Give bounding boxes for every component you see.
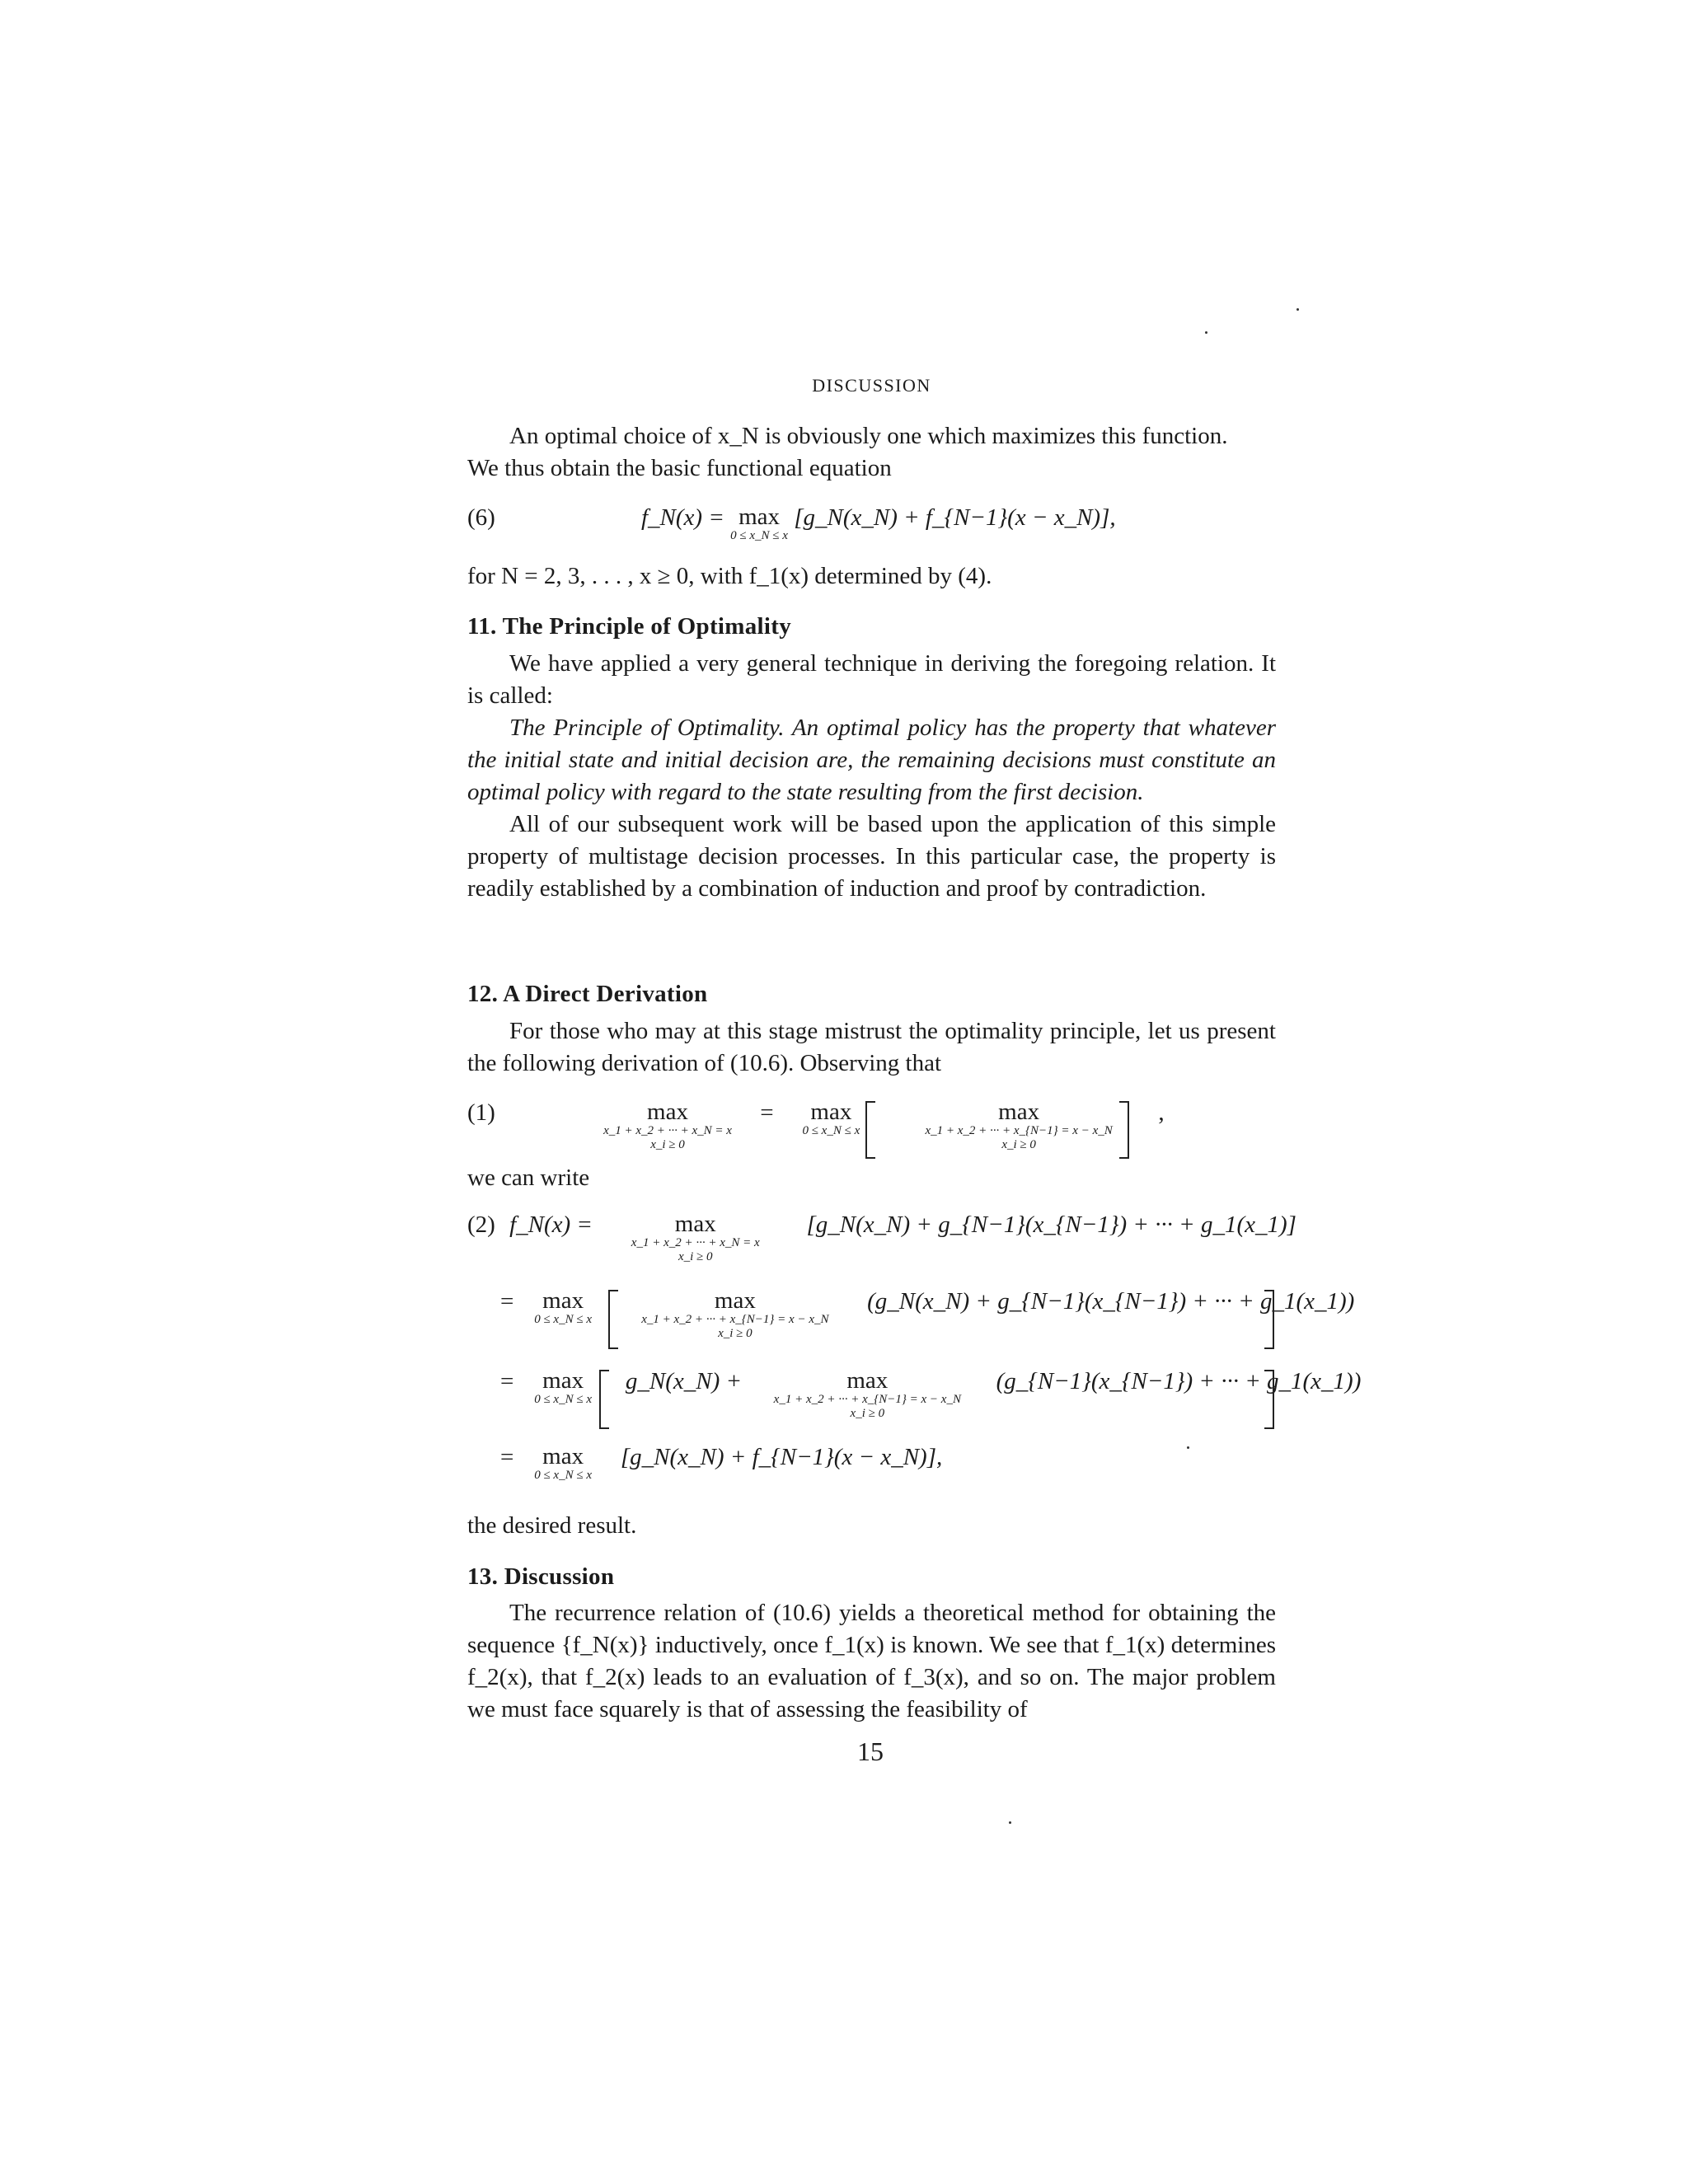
max-subscript: x_1 + x_2 + ··· + x_{N−1} = x − x_N bbox=[925, 1124, 1113, 1137]
max-operator: max bbox=[846, 1367, 889, 1394]
max-operator: max bbox=[647, 1099, 688, 1125]
section-13-para-1: The recurrence relation of (10.6) yields a theoretical method for obtaining the sequence {f_N(x)} inductively, once f_1(x) is known. We see that f_1(x) determines f_2(x), that f_2(x) leads to an evaluation of f_3(x), and so on. The major problem we must face squarely is that of assessing the feasibility of bbox=[467, 1600, 1276, 1722]
section-12-body bbox=[467, 1015, 1276, 1080]
equals-sign: = bbox=[500, 1368, 514, 1394]
we-can-write-text: we can write bbox=[467, 1165, 590, 1191]
equation-2-sum-b: (g_N(x_N) + g_{N−1}(x_{N−1}) + ··· + g_1(x_1)) bbox=[867, 1288, 1355, 1315]
max-subscript-2: x_i ≥ 0 bbox=[850, 1407, 885, 1420]
max-subscript: x_1 + x_2 + ··· + x_N = x bbox=[631, 1236, 760, 1249]
max-subscript: x_1 + x_2 + ··· + x_{N−1} = x − x_N bbox=[773, 1393, 961, 1406]
max-operator: max bbox=[810, 1099, 852, 1125]
max-subscript: x_1 + x_2 + ··· + x_N = x bbox=[603, 1124, 732, 1137]
max-subscript: 0 ≤ x_N ≤ x bbox=[730, 529, 788, 542]
equals-sign: = bbox=[760, 1099, 774, 1126]
equation-2-max-e bbox=[756, 1368, 978, 1421]
equation-1-max-mid bbox=[788, 1099, 874, 1138]
max-operator: max bbox=[542, 1443, 584, 1469]
scan-speck bbox=[1009, 1821, 1011, 1824]
equation-1-max-left bbox=[589, 1099, 746, 1152]
section-11-para-1: We have applied a very general technique in deriving the foregoing relation. It is called: bbox=[467, 650, 1276, 709]
equation-2-line-2 bbox=[500, 1288, 1354, 1341]
equation-2-sum-c: (g_{N−1}(x_{N−1}) + ··· + g_1(x_1)) bbox=[996, 1368, 1362, 1394]
equation-1-number: (1) bbox=[467, 1099, 495, 1126]
equation-6-rhs: [g_N(x_N) + f_{N−1}(x − x_N)], bbox=[794, 504, 1116, 531]
equation-6-condition: for N = 2, 3, . . . , x ≥ 0, with f_1(x) determined by (4). bbox=[467, 563, 992, 589]
equation-2-max-c bbox=[624, 1288, 846, 1341]
max-subscript: 0 ≤ x_N ≤ x bbox=[534, 1313, 592, 1326]
equation-2-line-3-term: g_N(x_N) + bbox=[625, 1368, 743, 1394]
equation-6-max bbox=[730, 504, 788, 543]
equation-6-number: (6) bbox=[467, 504, 495, 531]
equation-2-max-a bbox=[607, 1212, 784, 1264]
equation-6-lhs: f_N(x) = bbox=[641, 504, 724, 531]
section-11-para-2: All of our subsequent work will be based upon the application of this simple property of multistage decision processes. In this particular case, the property is readily established by a combination of induction and proof by contradiction. bbox=[467, 811, 1276, 902]
max-subscript: 0 ≤ x_N ≤ x bbox=[534, 1469, 592, 1482]
equation-2-max-b bbox=[520, 1288, 607, 1327]
max-subscript: 0 ≤ x_N ≤ x bbox=[534, 1393, 592, 1406]
scan-speck bbox=[1205, 331, 1207, 334]
equation-2-number: (2) bbox=[467, 1212, 495, 1238]
right-bracket bbox=[1264, 1290, 1274, 1349]
max-subscript-2: x_i ≥ 0 bbox=[718, 1327, 753, 1340]
principle-statement: The Principle of Optimality. An optimal policy has the property that whatever the initial state and initial decision are, the remaining decisions must constitute an optimal policy with regard to the state resulting from the first decision. bbox=[467, 715, 1276, 805]
equation-2-line-3 bbox=[500, 1368, 1361, 1421]
equation-6-tail bbox=[467, 560, 1276, 593]
intro-line-1: An optimal choice of x_N is obviously one which maximizes this function. bbox=[509, 423, 1228, 449]
desired-result-text: the desired result. bbox=[467, 1512, 637, 1539]
section-11-body bbox=[467, 648, 1276, 905]
max-subscript: 0 ≤ x_N ≤ x bbox=[802, 1124, 860, 1137]
section-11-heading: 11. The Principle of Optimality bbox=[467, 613, 792, 640]
max-operator: max bbox=[714, 1287, 756, 1314]
equation-2-line-4-term: [g_N(x_N) + f_{N−1}(x − x_N)], bbox=[620, 1444, 943, 1470]
page-number: 15 bbox=[857, 1736, 884, 1766]
left-bracket bbox=[599, 1370, 609, 1429]
max-subscript: x_1 + x_2 + ··· + x_{N−1} = x − x_N bbox=[641, 1313, 829, 1326]
we-can-write bbox=[467, 1162, 1276, 1194]
equation-2-max-d bbox=[520, 1368, 607, 1407]
max-operator: max bbox=[738, 504, 781, 530]
intro-line-2: We thus obtain the basic functional equation bbox=[467, 455, 892, 481]
equation-2-line-4 bbox=[500, 1444, 942, 1483]
equation-6 bbox=[641, 504, 1116, 543]
max-operator: max bbox=[998, 1099, 1040, 1125]
running-head: DISCUSSION bbox=[812, 375, 931, 396]
section-13-heading: 13. Discussion bbox=[467, 1563, 615, 1590]
left-bracket bbox=[865, 1101, 875, 1159]
intro-paragraph bbox=[467, 420, 1276, 485]
equation-2-sum-a: [g_N(x_N) + g_{N−1}(x_{N−1}) + ··· + g_1(x_1)] bbox=[806, 1212, 1296, 1238]
section-13-body bbox=[467, 1597, 1276, 1726]
max-operator: max bbox=[542, 1287, 584, 1314]
equation-1-max-inner bbox=[895, 1099, 1142, 1152]
equals-sign: = bbox=[500, 1288, 514, 1315]
max-operator: max bbox=[674, 1211, 716, 1237]
equals-sign: = bbox=[500, 1444, 514, 1470]
comma: , bbox=[1158, 1099, 1165, 1126]
max-subscript-2: x_i ≥ 0 bbox=[1001, 1138, 1036, 1151]
right-bracket bbox=[1264, 1370, 1274, 1429]
left-bracket bbox=[608, 1290, 618, 1349]
max-subscript-2: x_i ≥ 0 bbox=[650, 1138, 685, 1151]
scan-speck bbox=[1187, 1446, 1189, 1449]
equation-2-line-1 bbox=[467, 1212, 1296, 1264]
equation-1 bbox=[589, 1099, 1165, 1152]
section-12-heading: 12. A Direct Derivation bbox=[467, 981, 708, 1007]
max-operator: max bbox=[542, 1367, 584, 1394]
scan-speck bbox=[1296, 308, 1299, 311]
equation-2-max-f bbox=[520, 1444, 607, 1483]
section-12-para-1: For those who may at this stage mistrust the optimality principle, let us present the following derivation of (10.6). Observing that bbox=[467, 1018, 1276, 1076]
equation-2-lhs: f_N(x) = bbox=[509, 1212, 593, 1238]
max-subscript-2: x_i ≥ 0 bbox=[678, 1250, 713, 1263]
right-bracket bbox=[1119, 1101, 1129, 1159]
result-line bbox=[467, 1510, 1276, 1542]
